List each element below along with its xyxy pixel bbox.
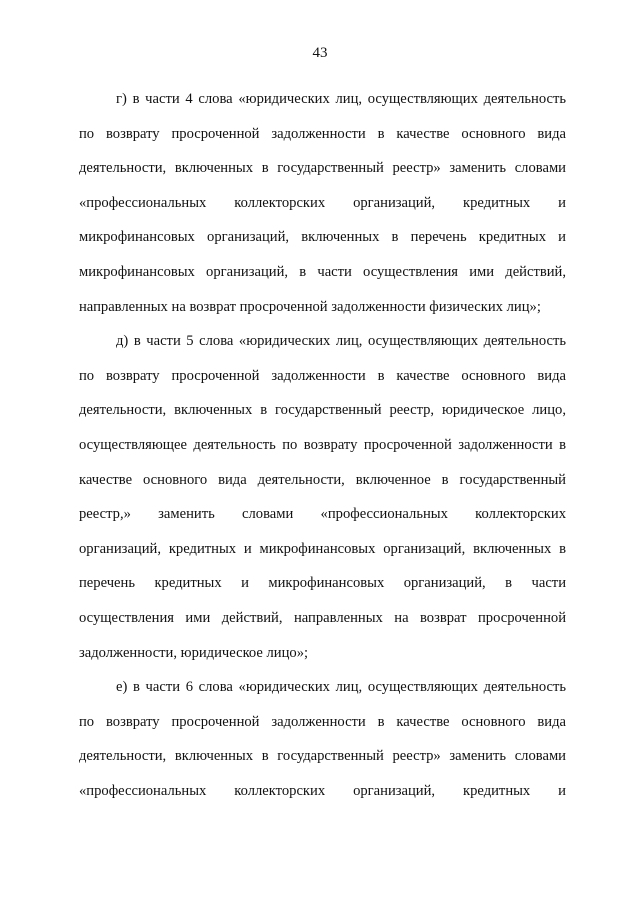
text-line: по возврату просроченной задолженности в качестве основного вида — [79, 125, 566, 142]
paragraph-e — [79, 670, 566, 808]
text-line: осуществления ими действий, направленных на возврат просроченной — [79, 609, 566, 626]
text-line: е) в части 6 слова «юридических лиц, осуществляющих деятельность — [116, 679, 566, 696]
paragraph-d — [79, 324, 566, 670]
text-line: реестр,» заменить словами «профессиональных коллекторских — [79, 506, 566, 523]
text-line: «профессиональных коллекторских организаций, кредитных и — [79, 194, 566, 211]
document-body — [79, 82, 566, 808]
text-line: д) в части 5 слова «юридических лиц, осуществляющих деятельность — [116, 333, 566, 350]
text-line: направленных на возврат просроченной задолженности физических лиц»; — [79, 298, 541, 315]
page-number: 43 — [312, 45, 328, 61]
text-line: деятельности, включенных в государственный реестр» заменить словами — [79, 160, 566, 177]
text-line: «профессиональных коллекторских организаций, кредитных и — [79, 782, 566, 799]
paragraph-g — [79, 82, 566, 324]
text-line: микрофинансовых организаций, в части осуществления ими действий, — [79, 263, 566, 280]
text-line: по возврату просроченной задолженности в качестве основного вида — [79, 713, 566, 730]
text-line: задолженности, юридическое лицо»; — [79, 644, 309, 661]
text-line: г) в части 4 слова «юридических лиц, осуществляющих деятельность — [116, 91, 566, 107]
text-line: микрофинансовых организаций, включенных в перечень кредитных и — [79, 229, 566, 246]
text-line: деятельности, включенных в государственный реестр, юридическое лицо, — [79, 402, 566, 419]
text-line: деятельности, включенных в государственный реестр» заменить словами — [79, 748, 566, 765]
text-line: качестве основного вида деятельности, включенное в государственный — [79, 471, 566, 488]
text-line: осуществляющее деятельность по возврату просроченной задолженности в — [79, 436, 566, 453]
text-line: перечень кредитных и микрофинансовых организаций, в части — [79, 575, 566, 592]
text-line: по возврату просроченной задолженности в качестве основного вида — [79, 367, 566, 384]
text-line: организаций, кредитных и микрофинансовых организаций, включенных в — [79, 540, 566, 557]
